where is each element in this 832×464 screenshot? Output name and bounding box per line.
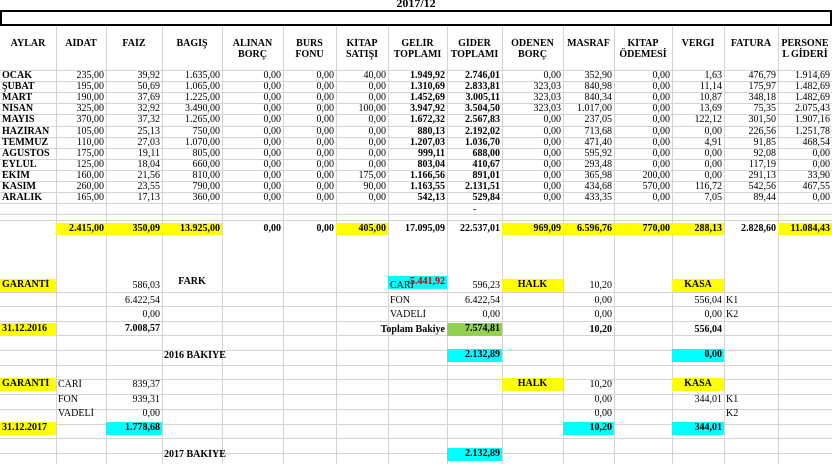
value-cell: 195,00 — [76, 81, 104, 93]
total-cell: 13.925,00 — [162, 223, 222, 235]
total-cell: 969,09 — [502, 223, 563, 235]
value-cell: 7,05 — [704, 192, 722, 204]
value-cell: 476,79 — [748, 70, 776, 81]
toplam-bakiye-value: 7.574,81 — [447, 323, 502, 336]
kasa-2017-total: 344,01 — [672, 422, 724, 435]
value-cell: 348,18 — [748, 92, 776, 104]
value-cell: 0,00 — [543, 158, 561, 170]
value-cell: 1.166,56 — [410, 169, 445, 181]
total-cell: 350,09 — [106, 223, 162, 235]
col-header: MASRAF — [567, 38, 610, 49]
title-bar — [0, 0, 832, 12]
halk-2016-value: 0,00 — [594, 309, 612, 320]
value-cell: 0,00 — [263, 147, 281, 159]
value-cell: 325,00 — [76, 103, 104, 115]
value-cell: 1.452,69 — [410, 92, 445, 104]
value-cell: 433,35 — [584, 192, 612, 204]
month-label: MART — [2, 92, 33, 104]
value-cell: 0,00 — [543, 192, 561, 204]
gridline-h — [0, 220, 832, 221]
value-cell: 660,00 — [192, 158, 220, 170]
total-cell: 288,13 — [672, 223, 724, 235]
total-cell: 405,00 — [336, 223, 388, 235]
value-cell: 0,00 — [543, 136, 561, 148]
value-cell: 0,00 — [263, 103, 281, 115]
value-cell: 10,87 — [699, 92, 722, 104]
col-header: BAGIŞ — [176, 38, 208, 49]
value-cell: 0,00 — [652, 114, 670, 126]
value-cell: 1.251,78 — [795, 125, 830, 137]
value-cell: 360,00 — [192, 192, 220, 204]
value-cell: 790,00 — [192, 181, 220, 192]
gridline-h — [0, 306, 832, 307]
value-cell: 33,90 — [807, 169, 830, 181]
value-cell: 0,00 — [316, 158, 334, 170]
kasa-2016-code: K2 — [726, 309, 739, 320]
value-cell: 0,00 — [316, 136, 334, 148]
value-cell: 2.131,51 — [465, 181, 500, 192]
value-cell: 2.746,01 — [465, 70, 500, 81]
value-cell: 237,05 — [584, 114, 612, 126]
value-cell: 0,00 — [263, 81, 281, 93]
month-label: KASIM — [2, 181, 36, 192]
value-cell: 116,72 — [694, 181, 722, 192]
value-cell: 999,11 — [418, 147, 445, 159]
value-cell: 0,00 — [543, 147, 561, 159]
halk-2017-value: 0,00 — [594, 394, 612, 405]
value-cell: 0,00 — [316, 81, 334, 93]
value-cell: 23,55 — [137, 181, 160, 192]
value-cell: 0,00 — [316, 92, 334, 104]
value-cell: 160,00 — [76, 169, 104, 181]
value-cell: 105,00 — [76, 125, 104, 137]
bakiye-2017-label: 2017 BAKİYE — [164, 449, 226, 460]
value-cell: 122,12 — [694, 114, 722, 126]
value-cell: 1.672,32 — [410, 114, 445, 126]
value-cell: 0,00 — [652, 147, 670, 159]
gridline-h — [0, 203, 832, 204]
value-cell: 190,00 — [76, 92, 104, 104]
acct-2017-label: CARİ — [58, 379, 82, 390]
total-cell: 11.084,43 — [778, 223, 832, 235]
acct-2017-label: VADELİ — [58, 408, 94, 419]
total-cell: 22.537,01 — [460, 223, 500, 235]
value-cell: 37,69 — [137, 92, 160, 104]
date-2016-label: 31.12.2016 — [0, 323, 56, 336]
value-cell: 0,00 — [652, 81, 670, 93]
value-cell: 175,97 — [748, 81, 776, 93]
total-cell: 17.095,09 — [405, 223, 445, 235]
value-cell: 1.036,70 — [465, 136, 500, 148]
month-label: MAYIS — [2, 114, 35, 126]
month-label: TEMMUZ — [2, 136, 49, 148]
kasa-2016-label: KASA — [672, 279, 724, 292]
value-cell: 3.504,50 — [465, 103, 500, 115]
value-cell: 0,00 — [263, 114, 281, 126]
total-cell: 0,00 — [316, 223, 334, 235]
value-cell: 595,92 — [584, 147, 612, 159]
value-cell: 323,03 — [533, 81, 561, 93]
value-cell: 21,56 — [137, 169, 160, 181]
value-cell: 175,00 — [358, 169, 386, 181]
sheet-title: 2017/12 — [396, 0, 436, 10]
value-cell: 840,98 — [584, 81, 612, 93]
garanti-2017-value: 0,00 — [142, 408, 160, 419]
garanti-2017-value: 839,37 — [132, 379, 160, 390]
value-cell: 0,00 — [812, 158, 830, 170]
header-rule — [0, 24, 832, 26]
col-header: GELİR TOPLAMI — [393, 38, 442, 60]
value-cell: 0,00 — [368, 136, 386, 148]
value-cell: 471,40 — [584, 136, 612, 148]
month-label: OCAK — [2, 70, 32, 81]
month-label: EKİM — [2, 169, 30, 181]
value-cell: 235,00 — [76, 70, 104, 81]
value-cell: 0,00 — [368, 158, 386, 170]
value-cell: 19,11 — [137, 147, 160, 159]
kasa-2016-code: K1 — [726, 295, 739, 306]
value-cell: 175,00 — [76, 147, 104, 159]
value-cell: 410,67 — [472, 158, 500, 170]
garanti-2016-value: 0,00 — [142, 309, 160, 320]
bakiye-2016-value: 2.132,89 — [447, 349, 502, 362]
kasa-2016-value: 556,04 — [694, 295, 722, 306]
value-cell: 0,00 — [263, 125, 281, 137]
value-cell: 1.482,69 — [795, 81, 830, 93]
value-cell: 542,13 — [417, 192, 445, 204]
halk-2016-value: 10,20 — [589, 280, 612, 291]
value-cell: 3.005,11 — [465, 92, 500, 104]
value-cell: 0,00 — [368, 125, 386, 137]
value-cell: 370,00 — [76, 114, 104, 126]
value-cell: 0,00 — [368, 147, 386, 159]
value-cell: 891,01 — [472, 169, 500, 181]
value-cell: 434,68 — [584, 181, 612, 192]
value-cell: 165,00 — [76, 192, 104, 204]
value-cell: 0,00 — [368, 192, 386, 204]
bakiye-2017-value: 2.132,89 — [447, 448, 502, 461]
value-cell: 0,00 — [704, 169, 722, 181]
halk-2016-label: HALK — [502, 279, 563, 292]
value-cell: 0,00 — [652, 92, 670, 104]
value-cell: 110,00 — [76, 136, 104, 148]
value-cell: 1.163,55 — [410, 181, 445, 192]
value-cell: 2.833,81 — [465, 81, 500, 93]
value-cell: 0,00 — [316, 192, 334, 204]
value-cell: 0,00 — [316, 181, 334, 192]
value-cell: 1.065,00 — [185, 81, 220, 93]
value-cell: 542,56 — [748, 181, 776, 192]
value-cell: 0,00 — [263, 136, 281, 148]
date-2016-total: 7.008,57 — [125, 323, 160, 334]
value-cell: 0,00 — [263, 181, 281, 192]
value-cell: 880,13 — [417, 125, 445, 137]
value-cell: 2.192,02 — [465, 125, 500, 137]
value-cell: 468,54 — [802, 136, 830, 148]
value-cell: 75,35 — [753, 103, 776, 115]
value-cell: 91,85 — [753, 136, 776, 148]
value-cell: 0,00 — [652, 192, 670, 204]
garanti-2017-value: 939,31 — [132, 394, 160, 405]
value-cell: 1.907,16 — [795, 114, 830, 126]
value-cell: 0,00 — [316, 125, 334, 137]
value-cell: 125,00 — [76, 158, 104, 170]
value-cell: 89,44 — [753, 192, 776, 204]
value-cell: 0,00 — [316, 114, 334, 126]
value-cell: 200,00 — [642, 169, 670, 181]
kasa-2017-label: KASA — [672, 378, 724, 391]
gridline-h — [0, 453, 832, 454]
col-header: BURS FONU — [295, 38, 324, 60]
value-cell: 0,00 — [263, 158, 281, 170]
value-cell: 0,00 — [812, 147, 830, 159]
total-cell: 2.828,60 — [741, 223, 776, 235]
month-label: HAZİRAN — [2, 125, 50, 137]
value-cell: 1.207,03 — [410, 136, 445, 148]
fark-label: FARK — [178, 276, 206, 287]
total-cell: 2.415,00 — [56, 223, 106, 235]
value-cell: 3.947,92 — [410, 103, 445, 115]
value-cell: 3.490,00 — [185, 103, 220, 115]
col-header: AYLAR — [10, 38, 46, 49]
col-header: KİTAP SATIŞI — [345, 38, 379, 60]
gridline-h — [0, 321, 832, 322]
garanti-2016-label: GARANTİ — [0, 279, 56, 292]
value-cell: 0,00 — [316, 70, 334, 81]
col-header: PERSONE L GİDERİ — [781, 38, 829, 60]
value-cell: 0,00 — [704, 158, 722, 170]
month-label: NİSAN — [2, 103, 34, 115]
date-2017-total: 1.778,68 — [106, 422, 162, 435]
month-label: ARALIK — [2, 192, 43, 204]
value-cell: 17,13 — [137, 192, 160, 204]
kasa-2016-total: 556,04 — [694, 324, 722, 335]
halk-2017-label: HALK — [502, 378, 563, 391]
value-cell: 11,14 — [699, 81, 722, 93]
value-cell: 2.567,83 — [465, 114, 500, 126]
halk-2016-value: 0,00 — [594, 295, 612, 306]
value-cell: 713,68 — [584, 125, 612, 137]
value-cell: 1,63 — [704, 70, 722, 81]
acct-2016-value: 0,00 — [482, 309, 500, 320]
value-cell: 226,56 — [748, 125, 776, 137]
value-cell: 1.225,00 — [185, 92, 220, 104]
month-label: EYLÜL — [2, 158, 37, 170]
value-cell: 1.482,69 — [795, 92, 830, 104]
acct-2016-label: CARİ — [390, 280, 414, 291]
col-header: VERGİ — [681, 38, 715, 49]
value-cell: 293,48 — [584, 158, 612, 170]
value-cell: 301,50 — [748, 114, 776, 126]
value-cell: 570,00 — [642, 181, 670, 192]
value-cell: 40,00 — [363, 70, 386, 81]
value-cell: 0,00 — [316, 169, 334, 181]
halk-2017-value: 10,20 — [589, 379, 612, 390]
value-cell: 1.310,69 — [410, 81, 445, 93]
value-cell: 4,91 — [704, 136, 722, 148]
value-cell: 750,00 — [192, 125, 220, 137]
bakiye-2016-cyan: 0,00 — [672, 349, 724, 362]
value-cell: 0,00 — [543, 70, 561, 81]
acct-2016-label: VADELİ — [390, 309, 426, 320]
value-cell: 0,00 — [543, 125, 561, 137]
value-cell: 0,00 — [543, 114, 561, 126]
month-label: AGUSTOS — [2, 147, 50, 159]
col-header: FAİZ — [122, 38, 146, 49]
value-cell: 323,03 — [533, 92, 561, 104]
value-cell: 0,00 — [368, 81, 386, 93]
value-cell: 1.949,92 — [410, 70, 445, 81]
garanti-2017-label: GARANTİ — [0, 378, 56, 391]
value-cell: 352,90 — [584, 70, 612, 81]
value-cell: 0,00 — [652, 136, 670, 148]
value-cell: 25,13 — [137, 125, 160, 137]
value-cell: 100,00 — [358, 103, 386, 115]
value-cell: 1.017,00 — [577, 103, 612, 115]
dash-mark: - — [472, 204, 477, 216]
value-cell: 688,00 — [472, 147, 500, 159]
value-cell: 13,69 — [699, 103, 722, 115]
value-cell: 0,00 — [263, 169, 281, 181]
col-header: FATURA — [730, 38, 772, 49]
value-cell: 37,32 — [137, 114, 160, 126]
garanti-2016-value: 586,03 — [132, 280, 160, 291]
value-cell: 803,04 — [417, 158, 445, 170]
gridline-h — [0, 292, 832, 293]
value-cell: 260,00 — [76, 181, 104, 192]
value-cell: 291,13 — [748, 169, 776, 181]
value-cell: 0,00 — [652, 103, 670, 115]
value-cell: 0,00 — [316, 147, 334, 159]
bakiye-2016-label: 2016 BAKİYE — [164, 350, 226, 361]
kasa-2017-code: K1 — [726, 394, 739, 405]
col-header: GİDER TOPLAMI — [450, 38, 499, 60]
gridline-h — [0, 438, 832, 439]
halk-2017-total: 10,20 — [563, 422, 614, 435]
kasa-2017-code: K2 — [726, 408, 739, 419]
value-cell: 0,00 — [368, 92, 386, 104]
toplam-bakiye-label: Toplam Bakiye — [380, 324, 445, 335]
value-cell: 840,34 — [584, 92, 612, 104]
value-cell: 0,00 — [652, 70, 670, 81]
col-header: KİTAP ÖDEMESİ — [619, 38, 667, 60]
value-cell: 0,00 — [543, 181, 561, 192]
value-cell: 39,92 — [137, 70, 160, 81]
value-cell: 0,00 — [704, 125, 722, 137]
col-header: ALINAN BORÇ — [232, 38, 273, 60]
value-cell: 90,00 — [363, 181, 386, 192]
acct-2016-value: 596,23 — [472, 280, 500, 291]
total-cell: 770,00 — [614, 223, 672, 235]
halk-2016-total: 10,20 — [589, 324, 612, 335]
value-cell: 323,03 — [533, 103, 561, 115]
value-cell: 810,00 — [192, 169, 220, 181]
kasa-2017-value: 344,01 — [694, 394, 722, 405]
value-cell: 1.070,00 — [185, 136, 220, 148]
value-cell: 0,00 — [263, 92, 281, 104]
value-cell: 0,00 — [652, 158, 670, 170]
value-cell: 2.075,43 — [795, 103, 830, 115]
value-cell: 0,00 — [543, 169, 561, 181]
value-cell: 117,19 — [748, 158, 776, 170]
acct-2017-label: FON — [58, 394, 79, 405]
kasa-2016-value: 0,00 — [704, 309, 722, 320]
value-cell: 27,03 — [137, 136, 160, 148]
value-cell: 0,00 — [704, 147, 722, 159]
value-cell: 0,00 — [316, 103, 334, 115]
value-cell: 467,55 — [802, 181, 830, 192]
value-cell: 18,04 — [137, 158, 160, 170]
fark-value: -5.441,92 — [388, 276, 447, 289]
date-2017-label: 31.12.2017 — [0, 422, 56, 435]
value-cell: 0,00 — [368, 114, 386, 126]
value-cell: 50,69 — [137, 81, 160, 93]
acct-2016-value: 6.422,54 — [465, 295, 500, 306]
value-cell: 1.265,00 — [185, 114, 220, 126]
value-cell: 529,84 — [472, 192, 500, 204]
garanti-2016-value: 6.422,54 — [125, 295, 160, 306]
total-cell: 6.596,76 — [563, 223, 614, 235]
month-label: ŞUBAT — [2, 81, 35, 93]
halk-2017-value: 0,00 — [594, 408, 612, 419]
value-cell: 0,00 — [652, 125, 670, 137]
value-cell: 365,98 — [584, 169, 612, 181]
value-cell: 92,08 — [753, 147, 776, 159]
value-cell: 32,92 — [137, 103, 160, 115]
col-header: AİDAT — [65, 38, 97, 49]
frame-left — [0, 10, 2, 24]
acct-2016-label: FON — [390, 295, 411, 306]
total-cell: 0,00 — [263, 223, 281, 235]
gridline-h — [0, 214, 832, 215]
gridline-h — [0, 365, 832, 366]
value-cell: 0,00 — [263, 70, 281, 81]
col-header: ÖDENEN BORÇ — [511, 38, 554, 60]
value-cell: 1.914,69 — [795, 70, 830, 81]
value-cell: 0,00 — [812, 192, 830, 204]
value-cell: 0,00 — [263, 192, 281, 204]
value-cell: 805,00 — [192, 147, 220, 159]
value-cell: 1.635,00 — [185, 70, 220, 81]
